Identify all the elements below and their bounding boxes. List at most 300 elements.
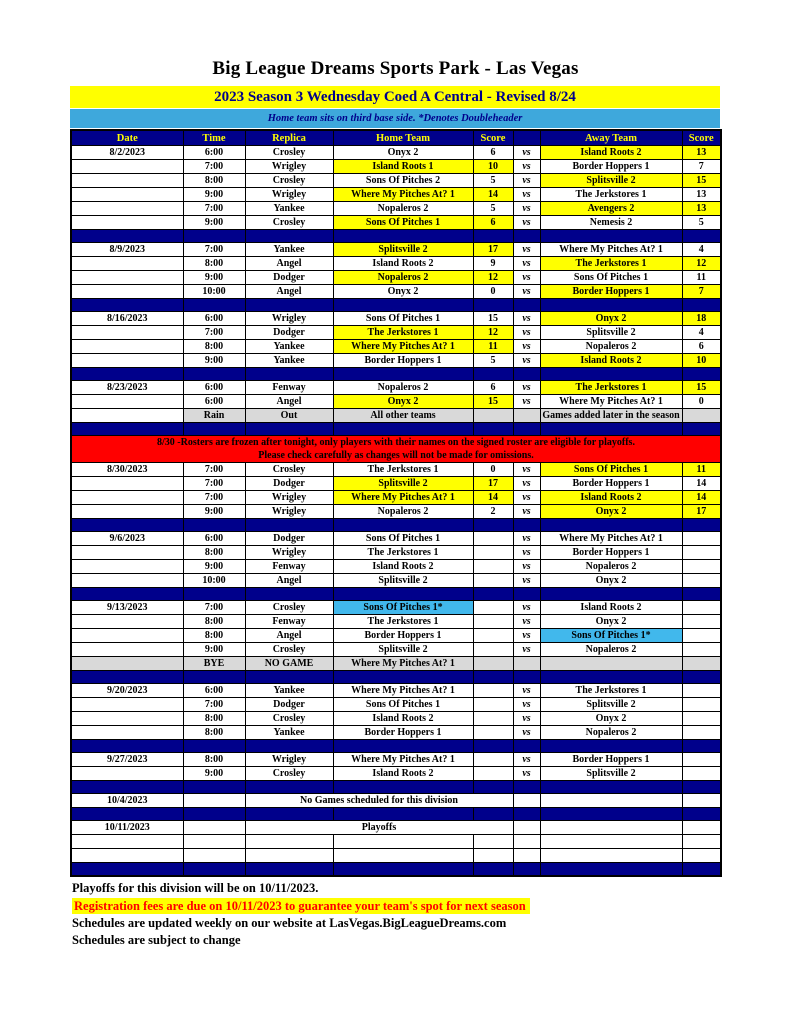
replica-cell: Wrigley — [245, 546, 333, 560]
replica-cell — [245, 835, 333, 849]
replica-cell: Yankee — [245, 340, 333, 354]
separator-cell — [682, 863, 721, 877]
time-cell: 7:00 — [183, 243, 245, 257]
separator-row — [71, 808, 721, 821]
separator-cell — [540, 423, 682, 436]
separator-cell — [183, 863, 245, 877]
home-score-cell — [473, 560, 513, 574]
separator-cell — [473, 230, 513, 243]
home-score-cell — [473, 532, 513, 546]
home-score-cell — [473, 615, 513, 629]
away-team-cell: The Jerkstores 1 — [540, 257, 682, 271]
vs-cell: vs — [513, 395, 540, 409]
replica-cell: Yankee — [245, 202, 333, 216]
home-score-cell — [473, 849, 513, 863]
home-team-cell: Island Roots 2 — [333, 767, 473, 781]
table-row — [71, 188, 721, 202]
separator-row — [71, 368, 721, 381]
table-row — [71, 146, 721, 160]
table-row — [71, 560, 721, 574]
separator-cell — [245, 230, 333, 243]
away-team-cell: Avengers 2 — [540, 202, 682, 216]
away-score-cell: 15 — [682, 174, 721, 188]
time-cell: BYE — [183, 657, 245, 671]
empty-row — [71, 849, 721, 863]
date-cell — [71, 643, 183, 657]
home-score-cell: 6 — [473, 216, 513, 230]
date-cell — [71, 409, 183, 423]
table-row — [71, 574, 721, 588]
home-team-cell: Sons Of Pitches 1 — [333, 312, 473, 326]
separator-cell — [71, 423, 183, 436]
separator-cell — [513, 519, 540, 532]
away-team-cell: Border Hoppers 1 — [540, 753, 682, 767]
time-cell: 7:00 — [183, 160, 245, 174]
replica-cell: Wrigley — [245, 505, 333, 519]
separator-cell — [183, 230, 245, 243]
away-score-cell — [682, 615, 721, 629]
separator-cell — [473, 519, 513, 532]
table-row — [71, 546, 721, 560]
home-team-cell: Sons Of Pitches 2 — [333, 174, 473, 188]
vs-cell: vs — [513, 381, 540, 395]
time-cell: 9:00 — [183, 216, 245, 230]
separator-cell — [682, 808, 721, 821]
away-score-cell — [682, 409, 721, 423]
date-cell — [71, 835, 183, 849]
vs-cell: vs — [513, 257, 540, 271]
replica-cell: Wrigley — [245, 491, 333, 505]
registration-note: Registration fees are due on 10/11/2023 to guarantee your team's spot for next season — [72, 899, 791, 913]
vs-cell: vs — [513, 698, 540, 712]
home-score-cell — [473, 574, 513, 588]
away-team-cell: Nopaleros 2 — [540, 643, 682, 657]
merged-note-cell: Playoffs — [245, 821, 513, 835]
replica-cell: Wrigley — [245, 753, 333, 767]
separator-cell — [540, 671, 682, 684]
table-row — [71, 160, 721, 174]
separator-cell — [183, 299, 245, 312]
home-team-cell: Onyx 2 — [333, 285, 473, 299]
away-team-cell: Island Roots 2 — [540, 146, 682, 160]
replica-cell: Fenway — [245, 615, 333, 629]
vs-cell: vs — [513, 546, 540, 560]
date-cell — [71, 160, 183, 174]
home-team-note-bar: Home team sits on third base side. *Denotes Doubleheader — [70, 109, 720, 128]
home-score-cell: 0 — [473, 285, 513, 299]
table-row — [71, 712, 721, 726]
away-score-cell: 4 — [682, 326, 721, 340]
separator-cell — [513, 781, 540, 794]
separator-row — [71, 230, 721, 243]
empty-row — [71, 835, 721, 849]
separator-cell — [333, 588, 473, 601]
replica-cell: Dodger — [245, 477, 333, 491]
time-cell: 7:00 — [183, 477, 245, 491]
separator-cell — [682, 588, 721, 601]
separator-cell — [71, 299, 183, 312]
replica-cell: Angel — [245, 574, 333, 588]
replica-cell: Dodger — [245, 698, 333, 712]
away-score-cell: 0 — [682, 395, 721, 409]
table-row — [71, 643, 721, 657]
away-team-cell — [540, 794, 682, 808]
vs-cell — [513, 849, 540, 863]
replica-cell: Yankee — [245, 684, 333, 698]
replica-cell: Crosley — [245, 601, 333, 615]
replica-cell: Dodger — [245, 532, 333, 546]
separator-cell — [333, 863, 473, 877]
time-cell: 8:00 — [183, 174, 245, 188]
time-cell: 9:00 — [183, 271, 245, 285]
vs-cell: vs — [513, 477, 540, 491]
replica-cell: Wrigley — [245, 188, 333, 202]
table-row — [71, 463, 721, 477]
table-row — [71, 202, 721, 216]
date-cell — [71, 560, 183, 574]
table-row — [71, 257, 721, 271]
separator-cell — [473, 808, 513, 821]
separator-cell — [245, 423, 333, 436]
time-cell — [183, 821, 245, 835]
table-row — [71, 532, 721, 546]
separator-cell — [245, 863, 333, 877]
home-team-cell: Where My Pitches At? 1 — [333, 684, 473, 698]
home-score-cell: 5 — [473, 174, 513, 188]
away-score-cell: 12 — [682, 257, 721, 271]
table-row — [71, 767, 721, 781]
home-score-cell: 12 — [473, 271, 513, 285]
note-row — [71, 794, 721, 808]
away-score-cell — [682, 546, 721, 560]
time-cell: 9:00 — [183, 643, 245, 657]
vs-cell: vs — [513, 146, 540, 160]
separator-cell — [473, 423, 513, 436]
table-row — [71, 601, 721, 615]
home-score-cell: 5 — [473, 354, 513, 368]
replica-cell: Angel — [245, 285, 333, 299]
time-cell: 10:00 — [183, 574, 245, 588]
home-score-cell — [473, 684, 513, 698]
time-cell: Rain — [183, 409, 245, 423]
vs-cell — [513, 794, 540, 808]
away-score-cell: 11 — [682, 271, 721, 285]
replica-cell: NO GAME — [245, 657, 333, 671]
away-score-cell: 10 — [682, 354, 721, 368]
home-score-cell — [473, 601, 513, 615]
replica-cell — [245, 849, 333, 863]
home-team-cell: Sons Of Pitches 1* — [333, 601, 473, 615]
home-score-cell — [473, 698, 513, 712]
separator-cell — [513, 808, 540, 821]
date-cell: 8/30/2023 — [71, 463, 183, 477]
vs-cell: vs — [513, 491, 540, 505]
separator-cell — [513, 671, 540, 684]
date-cell — [71, 574, 183, 588]
separator-cell — [473, 781, 513, 794]
column-header-time-cell: Time — [183, 130, 245, 146]
away-score-cell — [682, 601, 721, 615]
replica-cell: Out — [245, 409, 333, 423]
separator-cell — [473, 671, 513, 684]
time-cell: 9:00 — [183, 354, 245, 368]
separator-cell — [333, 423, 473, 436]
table-row — [71, 271, 721, 285]
date-cell: 8/9/2023 — [71, 243, 183, 257]
away-score-cell: 11 — [682, 463, 721, 477]
home-team-cell: Onyx 2 — [333, 146, 473, 160]
away-team-cell: Island Roots 2 — [540, 601, 682, 615]
away-team-cell: Border Hoppers 1 — [540, 477, 682, 491]
home-team-cell: Splitsville 2 — [333, 574, 473, 588]
separator-cell — [682, 781, 721, 794]
separator-cell — [473, 863, 513, 877]
table-row — [71, 243, 721, 257]
date-cell — [71, 188, 183, 202]
away-score-cell: 13 — [682, 188, 721, 202]
table-row — [71, 615, 721, 629]
table-header — [71, 130, 721, 146]
date-cell — [71, 546, 183, 560]
vs-cell: vs — [513, 326, 540, 340]
separator-cell — [71, 671, 183, 684]
away-score-cell — [682, 849, 721, 863]
home-score-cell — [473, 546, 513, 560]
vs-cell: vs — [513, 629, 540, 643]
separator-cell — [245, 588, 333, 601]
separator-row — [71, 781, 721, 794]
separator-cell — [71, 740, 183, 753]
home-team-cell — [333, 835, 473, 849]
away-score-cell — [682, 753, 721, 767]
table-row — [71, 491, 721, 505]
date-cell: 8/16/2023 — [71, 312, 183, 326]
banner-line-1: 8/30 -Rosters are frozen after tonight, only players with their names on the signed roster are eligible for playoffs. — [157, 437, 635, 448]
home-team-cell: Where My Pitches At? 1 — [333, 491, 473, 505]
vs-cell: vs — [513, 202, 540, 216]
roster-freeze-banner — [71, 436, 721, 463]
time-cell: 7:00 — [183, 463, 245, 477]
home-score-cell: 14 — [473, 491, 513, 505]
column-header-away-team-cell: Away Team — [540, 130, 682, 146]
separator-cell — [245, 740, 333, 753]
away-score-cell: 18 — [682, 312, 721, 326]
separator-cell — [245, 781, 333, 794]
table-row — [71, 698, 721, 712]
home-team-cell: Where My Pitches At? 1 — [333, 657, 473, 671]
time-cell: 9:00 — [183, 505, 245, 519]
date-cell — [71, 202, 183, 216]
away-team-cell: Border Hoppers 1 — [540, 546, 682, 560]
home-team-cell: Splitsville 2 — [333, 643, 473, 657]
away-team-cell: Splitsville 2 — [540, 174, 682, 188]
time-cell: 7:00 — [183, 202, 245, 216]
away-team-cell: Onyx 2 — [540, 505, 682, 519]
table-row — [71, 657, 721, 671]
home-team-cell: Sons Of Pitches 1 — [333, 532, 473, 546]
away-score-cell — [682, 684, 721, 698]
replica-cell: Wrigley — [245, 312, 333, 326]
time-cell: 9:00 — [183, 188, 245, 202]
table-row — [71, 285, 721, 299]
home-team-cell: Where My Pitches At? 1 — [333, 753, 473, 767]
vs-cell: vs — [513, 463, 540, 477]
vs-cell: vs — [513, 726, 540, 740]
column-header-vs-cell — [513, 130, 540, 146]
date-cell: 8/2/2023 — [71, 146, 183, 160]
replica-cell: Angel — [245, 629, 333, 643]
away-team-cell: Island Roots 2 — [540, 491, 682, 505]
away-team-cell — [540, 821, 682, 835]
home-team-cell: Island Roots 1 — [333, 160, 473, 174]
time-cell — [183, 835, 245, 849]
separator-row — [71, 588, 721, 601]
time-cell: 8:00 — [183, 753, 245, 767]
home-team-cell: Island Roots 2 — [333, 560, 473, 574]
home-score-cell: 0 — [473, 463, 513, 477]
subject-to-change-note: Schedules are subject to change — [72, 933, 241, 947]
away-score-cell: 14 — [682, 477, 721, 491]
away-score-cell — [682, 698, 721, 712]
vs-cell: vs — [513, 174, 540, 188]
time-cell: 8:00 — [183, 340, 245, 354]
time-cell: 6:00 — [183, 532, 245, 546]
vs-cell — [513, 835, 540, 849]
replica-cell: Crosley — [245, 712, 333, 726]
home-score-cell — [473, 835, 513, 849]
separator-cell — [183, 588, 245, 601]
date-cell — [71, 767, 183, 781]
away-score-cell — [682, 643, 721, 657]
home-score-cell: 15 — [473, 312, 513, 326]
date-cell — [71, 491, 183, 505]
separator-cell — [71, 808, 183, 821]
home-score-cell — [473, 629, 513, 643]
column-header-away-score-cell: Score — [682, 130, 721, 146]
separator-row — [71, 863, 721, 877]
time-cell: 6:00 — [183, 146, 245, 160]
table-row — [71, 629, 721, 643]
home-team-cell: Splitsville 2 — [333, 477, 473, 491]
date-cell — [71, 271, 183, 285]
separator-cell — [513, 299, 540, 312]
separator-cell — [71, 781, 183, 794]
home-score-cell: 17 — [473, 243, 513, 257]
away-score-cell — [682, 560, 721, 574]
column-header-replica-cell: Replica — [245, 130, 333, 146]
home-score-cell — [473, 767, 513, 781]
vs-cell: vs — [513, 243, 540, 257]
time-cell: 9:00 — [183, 767, 245, 781]
away-team-cell: Nemesis 2 — [540, 216, 682, 230]
date-cell: 9/13/2023 — [71, 601, 183, 615]
separator-cell — [473, 368, 513, 381]
date-cell — [71, 285, 183, 299]
home-team-cell: Island Roots 2 — [333, 257, 473, 271]
separator-cell — [333, 519, 473, 532]
replica-cell: Angel — [245, 395, 333, 409]
date-cell: 8/23/2023 — [71, 381, 183, 395]
date-cell — [71, 505, 183, 519]
date-cell — [71, 354, 183, 368]
away-team-cell: Where My Pitches At? 1 — [540, 532, 682, 546]
column-header-home-score-cell: Score — [473, 130, 513, 146]
separator-cell — [333, 671, 473, 684]
separator-row — [71, 423, 721, 436]
separator-cell — [333, 368, 473, 381]
replica-cell: Fenway — [245, 560, 333, 574]
away-score-cell — [682, 574, 721, 588]
separator-cell — [682, 519, 721, 532]
separator-cell — [682, 230, 721, 243]
away-team-cell: Splitsville 2 — [540, 767, 682, 781]
separator-cell — [333, 781, 473, 794]
table-row — [71, 354, 721, 368]
away-team-cell: Splitsville 2 — [540, 326, 682, 340]
home-score-cell — [473, 409, 513, 423]
away-score-cell: 5 — [682, 216, 721, 230]
separator-cell — [183, 808, 245, 821]
separator-cell — [682, 368, 721, 381]
table-row — [71, 312, 721, 326]
home-team-cell: Border Hoppers 1 — [333, 629, 473, 643]
home-team-cell: The Jerkstores 1 — [333, 546, 473, 560]
playoffs-note: Playoffs for this division will be on 10/11/2023. — [72, 881, 319, 895]
separator-cell — [540, 368, 682, 381]
separator-cell — [540, 299, 682, 312]
table-row — [71, 216, 721, 230]
date-cell: 9/20/2023 — [71, 684, 183, 698]
away-team-cell — [540, 849, 682, 863]
separator-cell — [513, 588, 540, 601]
away-score-cell: 7 — [682, 160, 721, 174]
season-title-bar: 2023 Season 3 Wednesday Coed A Central - Revised 8/24 — [70, 86, 720, 108]
vs-cell: vs — [513, 712, 540, 726]
away-score-cell — [682, 767, 721, 781]
away-team-cell: Nopaleros 2 — [540, 340, 682, 354]
away-team-cell: Onyx 2 — [540, 312, 682, 326]
date-cell — [71, 257, 183, 271]
vs-cell — [513, 821, 540, 835]
away-score-cell: 13 — [682, 146, 721, 160]
home-team-cell: Sons Of Pitches 1 — [333, 216, 473, 230]
separator-cell — [183, 368, 245, 381]
away-team-cell: Sons Of Pitches 1 — [540, 463, 682, 477]
home-team-cell: Where My Pitches At? 1 — [333, 188, 473, 202]
date-cell — [71, 395, 183, 409]
page-title: Big League Dreams Sports Park - Las Vegas — [212, 58, 579, 79]
separator-cell — [513, 740, 540, 753]
replica-cell: Wrigley — [245, 160, 333, 174]
home-score-cell: 9 — [473, 257, 513, 271]
replica-cell: Crosley — [245, 767, 333, 781]
date-cell — [71, 849, 183, 863]
date-cell: 10/11/2023 — [71, 821, 183, 835]
away-team-cell: Nopaleros 2 — [540, 560, 682, 574]
away-score-cell — [682, 726, 721, 740]
away-team-cell: Onyx 2 — [540, 574, 682, 588]
away-team-cell: The Jerkstores 1 — [540, 684, 682, 698]
separator-cell — [245, 299, 333, 312]
time-cell: 7:00 — [183, 601, 245, 615]
table-row — [71, 684, 721, 698]
home-score-cell: 11 — [473, 340, 513, 354]
date-cell — [71, 340, 183, 354]
vs-cell: vs — [513, 615, 540, 629]
home-team-cell: The Jerkstores 1 — [333, 463, 473, 477]
replica-cell: Dodger — [245, 326, 333, 340]
separator-cell — [71, 230, 183, 243]
